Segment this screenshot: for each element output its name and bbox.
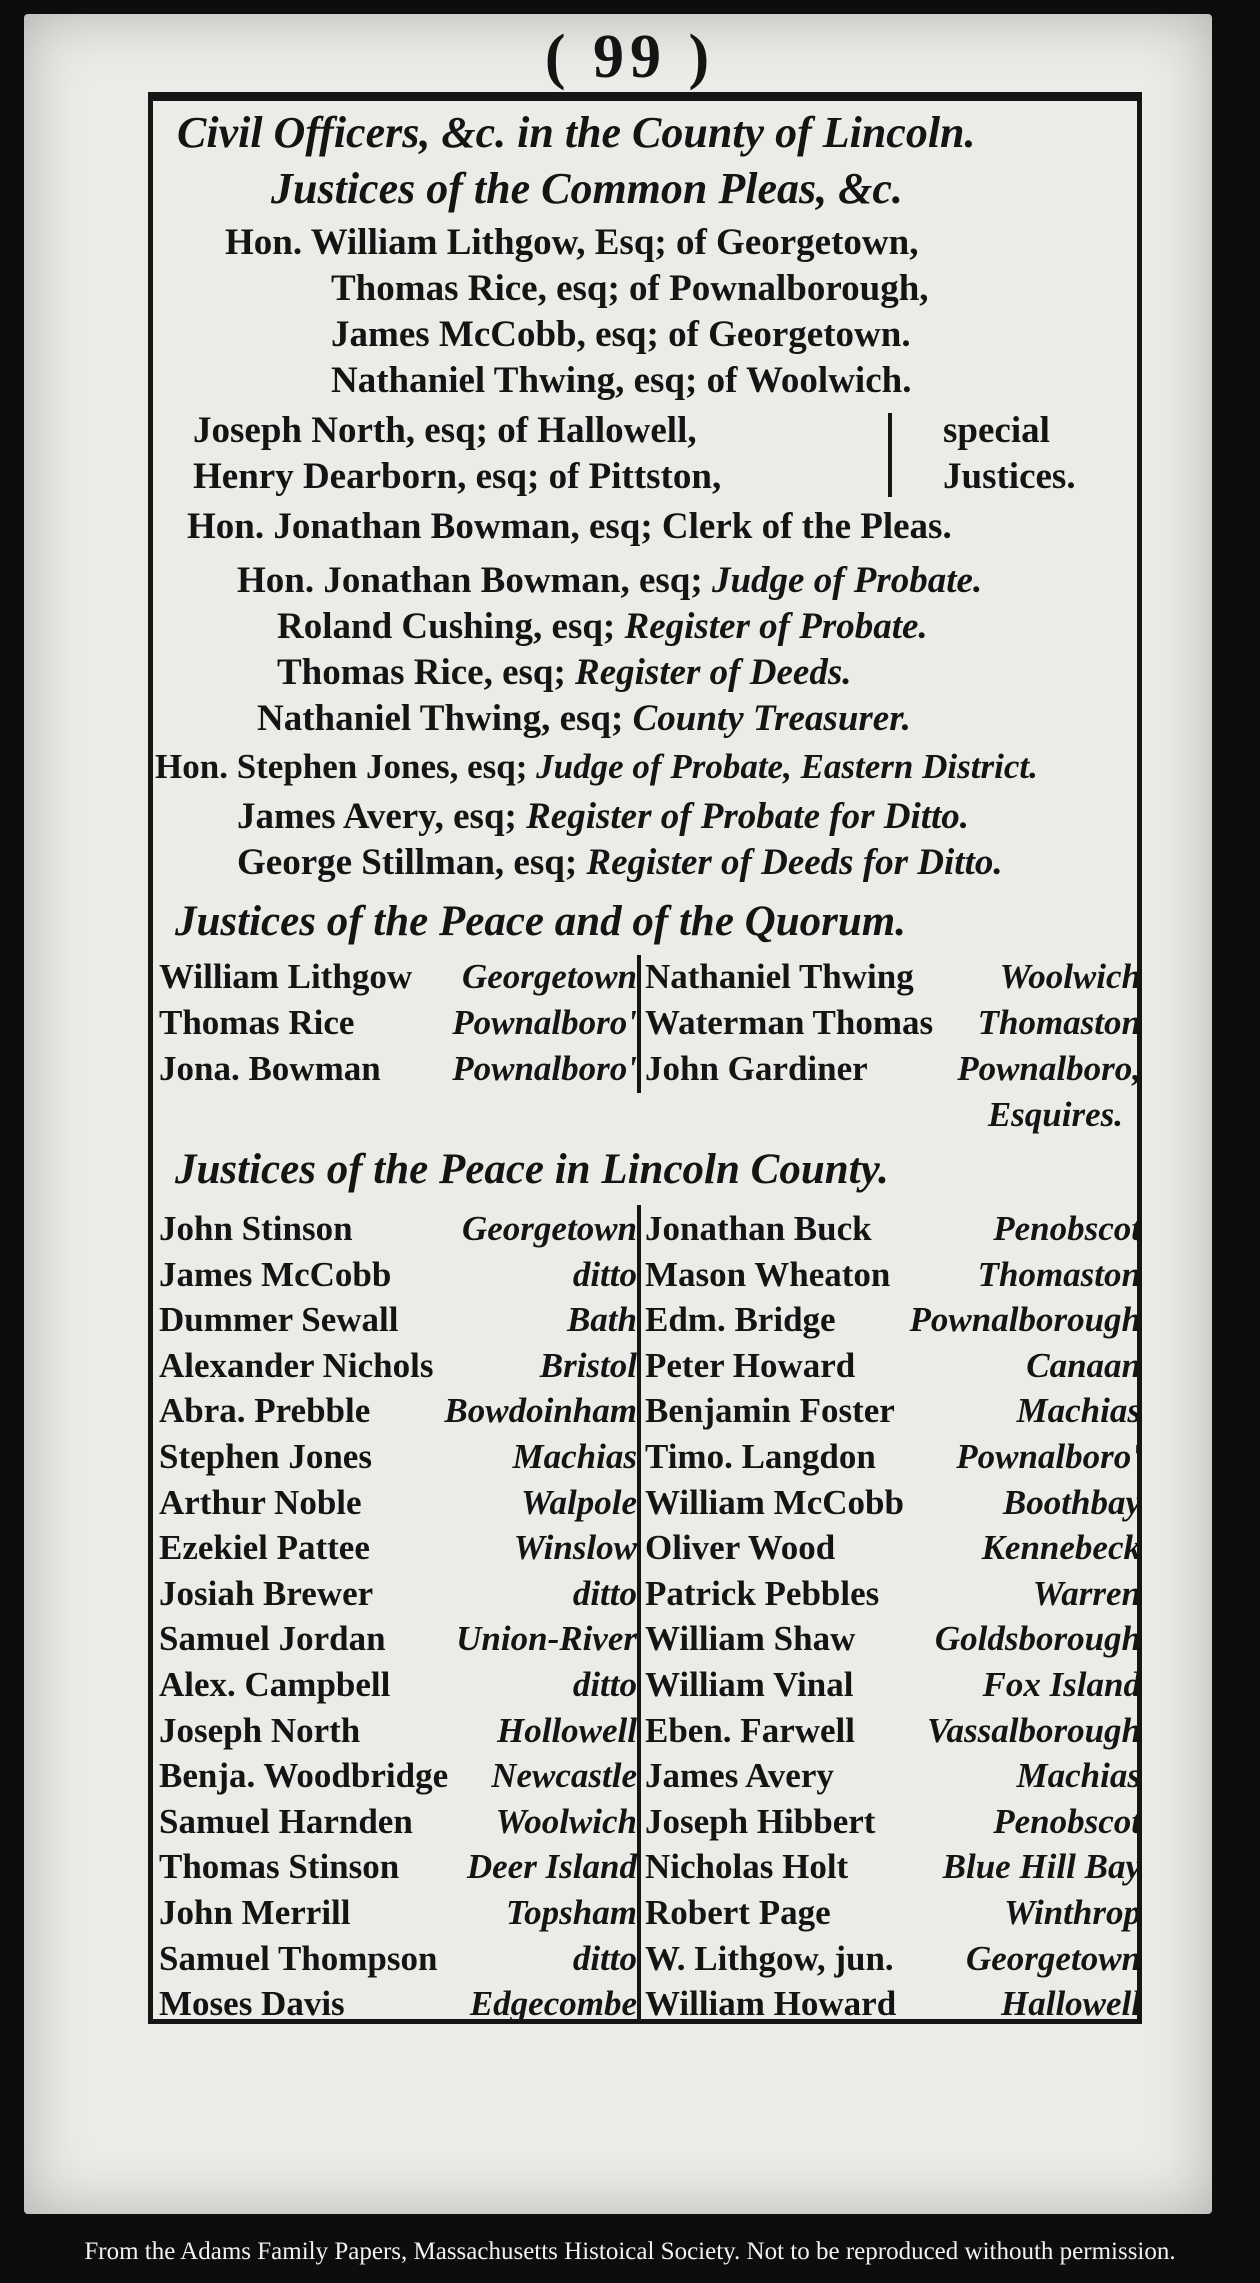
peace-right-place: Canaan [1026,1345,1141,1385]
peace-left-name: Thomas Stinson [159,1847,400,1887]
eastern-officer [237,795,969,838]
peace-left-place: Deer Island [466,1847,637,1887]
peace-left-place: Woolwich [495,1801,637,1841]
quorum-right-name: Waterman Thomas [645,1003,934,1042]
text-frame [148,92,1142,2024]
peace-right-name: Edm. Bridge [645,1300,836,1340]
peace-left-place: Hollowell [497,1710,637,1750]
peace-row [153,1847,1147,1893]
eastern-officer-name: James Avery, esq; [237,796,517,837]
peace-right-name: William Howard [645,1984,897,2024]
page-number: ( 99 ) [544,23,716,91]
peace-right-name: William Shaw [645,1619,856,1659]
probate-officer-name: Roland Cushing, esq; [277,606,616,647]
peace-left-name: Josiah Brewer [159,1573,374,1613]
peace-left-place: Walpole [520,1482,637,1522]
eastern-officer-office: Judge of Probate, Eastern District. [536,747,1038,786]
peace-right-name: Mason Wheaton [645,1254,891,1294]
probate-officer-name: Hon. Jonathan Bowman, esq; [237,560,703,601]
heading-common-pleas: Justices of the Common Pleas, &c. [271,164,903,213]
probate-officer [237,559,982,602]
special-justices-bracket [888,413,892,497]
peace-left-name: Arthur Noble [159,1482,362,1522]
peace-left-place: ditto [572,1254,637,1294]
peace-row [153,1391,1147,1437]
peace-left-name: Dummer Sewall [159,1300,399,1340]
peace-right-name: Eben. Farwell [645,1710,855,1750]
peace-right-place: Winthrop [1004,1893,1141,1932]
quorum-right-place: Pownalboro, [957,1049,1141,1088]
heading-quorum: Justices of the Peace and of the Quorum. [175,898,906,945]
frame-top-rule [149,95,1141,101]
peace-left-place: ditto [572,1573,637,1613]
probate-officer-name: Thomas Rice, esq; [277,652,566,693]
special-justice-entry: Henry Dearborn, esq; of Pittston, [193,456,722,497]
peace-row [153,1619,1147,1665]
peace-right-place: Machias [1016,1756,1141,1796]
peace-row [153,1528,1147,1574]
eastern-officer [237,841,1003,884]
peace-row [153,1346,1147,1392]
quorum-left-place: Pownalboro' [452,1003,637,1042]
peace-right-place: Fox Island [982,1665,1141,1704]
special-justice-entry: Joseph North, esq; of Hallowell, [193,410,697,451]
probate-officer-office: Register of Probate. [624,606,928,647]
peace-left-place: ditto [572,1665,637,1704]
probate-officer-name: Nathaniel Thwing, esq; [257,698,624,739]
quorum-right-name: John Gardiner [645,1049,868,1088]
common-pleas-entry: James McCobb, esq; of Georgetown. [331,314,911,355]
peace-row [153,1665,1147,1711]
peace-right-place: Machias [1016,1391,1141,1431]
quorum-right-place: Thomaston [977,1003,1141,1042]
quorum-left-name: William Lithgow [159,957,413,996]
peace-row [153,1711,1147,1757]
peace-right-place: Goldsborough [934,1619,1141,1659]
peace-row [153,1756,1147,1802]
peace-right-name: Nicholas Holt [645,1847,849,1887]
peace-right-name: Patrick Pebbles [645,1573,880,1613]
peace-right-place: Thomaston [977,1254,1141,1294]
peace-right-name: Peter Howard [645,1345,856,1385]
peace-left-name: John Stinson [159,1209,353,1248]
peace-left-place: ditto [572,1938,637,1978]
peace-left-name: John Merrill [159,1893,351,1932]
peace-right-place: Blue Hill Bay [942,1847,1141,1887]
peace-left-name: Stephen Jones [159,1437,372,1476]
peace-right-place: Warren [1032,1573,1141,1613]
peace-right-place: Hallowell [1001,1984,1141,2024]
peace-left-place: Georgetown [462,1209,637,1248]
peace-left-name: Samuel Harnden [159,1801,413,1841]
peace-left-name: Alexander Nichols [159,1345,434,1385]
peace-left-name: Moses Davis [159,1984,345,2024]
peace-left-name: Samuel Thompson [159,1938,438,1978]
quorum-left-name: Jona. Bowman [159,1049,381,1088]
eastern-officer-office: Register of Probate for Ditto. [526,796,970,837]
peace-right-place: Penobscot [993,1209,1141,1248]
peace-row [153,1255,1147,1301]
special-justices-label: Justices. [943,456,1076,497]
peace-left-name: Alex. Campbell [159,1665,391,1704]
peace-right-place: Georgetown [966,1938,1141,1978]
eastern-officer-name: Hon. Stephen Jones, esq; [155,747,528,786]
peace-right-name: William McCobb [645,1482,904,1522]
peace-right-name: Timo. Langdon [645,1437,876,1476]
peace-right-name: Joseph Hibbert [645,1801,876,1841]
peace-left-place: Edgecombe [469,1984,637,2024]
eastern-officer-office: Register of Deeds for Ditto. [586,842,1003,883]
probate-officer-office: Register of Deeds. [575,652,852,693]
special-justices-label: special [943,410,1050,451]
probate-officer [277,605,928,648]
common-pleas-entry: Thomas Rice, esq; of Pownalborough, [331,268,929,309]
peace-left-name: Joseph North [159,1710,361,1750]
clerk-of-pleas: Hon. Jonathan Bowman, esq; Clerk of the Pleas. [187,506,952,547]
peace-left-name: James McCobb [159,1254,392,1294]
quorum-right-name: Nathaniel Thwing [645,957,914,996]
quorum-row [153,1049,1147,1095]
peace-left-place: Winslow [513,1528,637,1568]
footer-notice: From the Adams Family Papers, Massachusetts Histoical Society. Not to be reproduced withouth permission. [84,2238,1176,2265]
peace-left-place: Topsham [506,1893,637,1932]
peace-right-name: William Vinal [645,1665,854,1704]
peace-left-name: Samuel Jordan [159,1619,386,1659]
eastern-officer-name: George Stillman, esq; [237,842,578,883]
peace-row [153,1939,1147,1985]
peace-left-place: Bowdoinham [444,1391,637,1431]
peace-left-name: Abra. Prebble [159,1391,371,1431]
quorum-suffix: Esquires. [987,1095,1123,1134]
peace-left-place: Union-River [456,1619,637,1659]
peace-right-place: Boothbay [1002,1482,1141,1522]
peace-row [153,1209,1147,1255]
peace-row [153,1483,1147,1529]
common-pleas-entry: Nathaniel Thwing, esq; of Woolwich. [331,360,912,401]
common-pleas-entry: Hon. William Lithgow, Esq; of Georgetown, [225,222,919,263]
quorum-left-place: Pownalboro' [452,1049,637,1088]
probate-officer-office: Judge of Probate. [711,560,983,601]
peace-left-place: Bath [566,1300,637,1340]
peace-right-place: Pownalboro' [956,1437,1141,1476]
peace-right-name: W. Lithgow, jun. [645,1938,894,1978]
peace-left-name: Benja. Woodbridge [159,1756,449,1796]
peace-row [153,1802,1147,1848]
eastern-officer [155,747,1038,787]
peace-row [153,1984,1147,2030]
peace-right-place: Pownalborough [909,1300,1141,1340]
quorum-left-name: Thomas Rice [159,1003,355,1042]
quorum-right-place: Woolwich [999,957,1141,996]
quorum-row [153,957,1147,1003]
peace-right-name: James Avery [645,1756,834,1796]
quorum-left-place: Georgetown [462,957,637,996]
peace-left-name: Ezekiel Pattee [159,1528,370,1568]
peace-row [153,1300,1147,1346]
peace-right-name: Benjamin Foster [645,1391,895,1431]
peace-right-place: Penobscot [993,1801,1141,1841]
peace-left-place: Newcastle [491,1756,637,1796]
document-title: Civil Officers, &c. in the County of Lincoln. [177,108,976,157]
peace-right-place: Kennebeck [981,1528,1141,1568]
peace-row [153,1574,1147,1620]
probate-officer [277,651,851,694]
peace-right-name: Robert Page [645,1893,831,1932]
peace-right-name: Jonathan Buck [645,1209,872,1248]
heading-peace: Justices of the Peace in Lincoln County. [175,1146,889,1193]
quorum-row [153,1003,1147,1049]
peace-row [153,1437,1147,1483]
peace-right-place: Vassalborough [927,1710,1141,1750]
probate-officer-office: County Treasurer. [632,698,911,739]
peace-right-name: Oliver Wood [645,1528,836,1568]
probate-officer [257,697,911,740]
peace-left-place: Machias [512,1437,637,1476]
peace-left-place: Bristol [539,1345,637,1385]
peace-row [153,1893,1147,1939]
